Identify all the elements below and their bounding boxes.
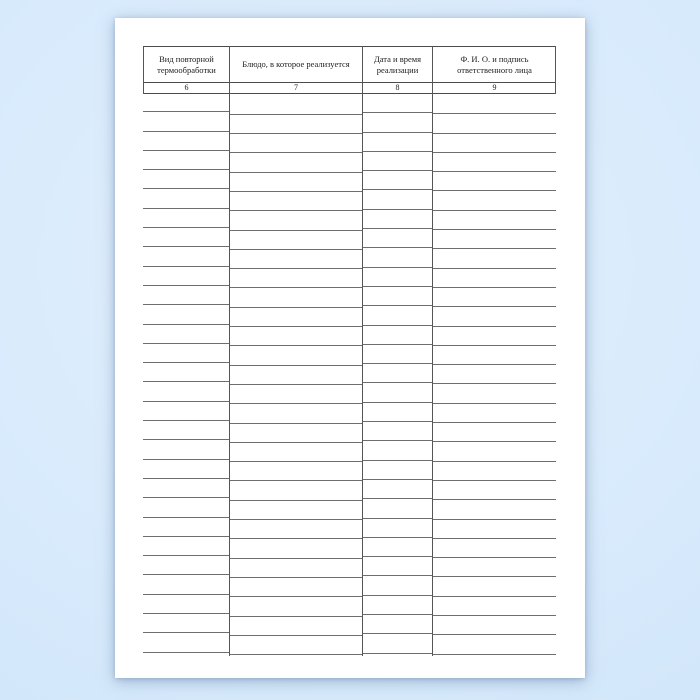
ruled-line: [143, 363, 229, 382]
ruled-line: [363, 519, 432, 538]
ruled-line: [143, 421, 229, 440]
ruled-line: [363, 403, 432, 422]
ruled-line: [363, 210, 432, 229]
ruled-line: [433, 346, 556, 365]
ruled-line: [143, 305, 229, 324]
ruled-line: [433, 462, 556, 481]
col-header-reheat-type: Вид повторной термообработки: [157, 54, 216, 75]
ruled-line: [433, 558, 556, 577]
ruled-line: [143, 479, 229, 498]
ruled-line: [143, 325, 229, 344]
ruled-line: [363, 364, 432, 383]
ruled-line: [143, 170, 229, 189]
ruled-line: [433, 577, 556, 596]
body-column-datetime: [363, 94, 432, 654]
col-header-responsible: Ф. И. О. и подпись ответственного лица: [457, 54, 532, 75]
col-number-8: 8: [395, 82, 400, 92]
ruled-line: [230, 578, 362, 597]
ruled-line: [363, 383, 432, 402]
ruled-line: [363, 557, 432, 576]
ruled-line: [433, 134, 556, 153]
ruled-line: [230, 192, 362, 211]
ruled-line: [143, 537, 229, 556]
ruled-line: [230, 404, 362, 423]
ruled-line: [143, 132, 229, 151]
ruled-line: [433, 327, 556, 346]
ruled-line: [363, 287, 432, 306]
ruled-line: [230, 115, 362, 134]
ruled-line: [230, 424, 362, 443]
ruled-line: [433, 153, 556, 172]
column-divider: [229, 46, 230, 656]
ruled-line: [363, 345, 432, 364]
ruled-line: [433, 384, 556, 403]
ruled-line: [230, 96, 362, 115]
ruled-line: [143, 286, 229, 305]
ruled-line: [230, 269, 362, 288]
ruled-line: [433, 95, 556, 114]
ruled-line: [433, 616, 556, 635]
ruled-line: [433, 230, 556, 249]
ruled-line: [433, 307, 556, 326]
ruled-line: [363, 441, 432, 460]
ruled-line: [363, 422, 432, 441]
ruled-line: [230, 501, 362, 520]
ruled-line: [143, 112, 229, 131]
ruled-line: [433, 191, 556, 210]
ruled-line: [363, 152, 432, 171]
ruled-line: [230, 211, 362, 230]
ruled-line: [143, 440, 229, 459]
ruled-line: [230, 288, 362, 307]
col-number-7: 7: [294, 82, 298, 92]
ruled-line: [230, 366, 362, 385]
ruled-line: [433, 481, 556, 500]
ruled-line: [230, 134, 362, 153]
ruled-line: [363, 248, 432, 267]
ruled-line: [433, 423, 556, 442]
col-number-6: 6: [184, 82, 189, 92]
ruled-line: [363, 634, 432, 653]
ruled-line: [143, 498, 229, 517]
ruled-line: [363, 171, 432, 190]
ruled-line: [433, 365, 556, 384]
ruled-line: [433, 288, 556, 307]
ruled-line: [230, 153, 362, 172]
ruled-line: [143, 267, 229, 286]
ruled-line: [433, 404, 556, 423]
ruled-line: [230, 520, 362, 539]
ruled-line: [363, 461, 432, 480]
ruled-line: [230, 481, 362, 500]
ruled-line: [433, 539, 556, 558]
ruled-line: [143, 382, 229, 401]
ruled-line: [433, 211, 556, 230]
ruled-line: [363, 133, 432, 152]
ruled-line: [363, 326, 432, 345]
ruled-line: [363, 499, 432, 518]
ruled-line: [230, 597, 362, 616]
ruled-line: [363, 306, 432, 325]
ruled-line: [230, 250, 362, 269]
ruled-line: [363, 615, 432, 634]
ruled-line: [363, 596, 432, 615]
ruled-line: [230, 462, 362, 481]
ruled-line: [433, 172, 556, 191]
ruled-line: [230, 308, 362, 327]
ruled-line: [433, 442, 556, 461]
ruled-line: [363, 229, 432, 248]
ruled-line: [143, 518, 229, 537]
ruled-line: [143, 460, 229, 479]
ruled-line: [143, 614, 229, 633]
column-divider: [432, 46, 433, 656]
column-divider: [362, 46, 363, 656]
ruled-line: [143, 344, 229, 363]
ruled-line: [143, 228, 229, 247]
col-header-dish: Блюдо, в которое реализуется: [242, 59, 350, 70]
ruled-line: [143, 209, 229, 228]
ruled-line: [363, 113, 432, 132]
ruled-line: [143, 556, 229, 575]
ruled-line: [143, 247, 229, 266]
ruled-line: [363, 538, 432, 557]
ruled-line: [363, 576, 432, 595]
ruled-line: [363, 94, 432, 113]
document-page: [115, 18, 585, 678]
ruled-line: [230, 539, 362, 558]
ruled-line: [143, 93, 229, 112]
log-table: [143, 46, 556, 661]
ruled-line: [230, 346, 362, 365]
ruled-line: [230, 617, 362, 636]
body-column-dish: [230, 96, 362, 656]
ruled-line: [433, 500, 556, 519]
ruled-line: [363, 480, 432, 499]
ruled-line: [143, 402, 229, 421]
ruled-line: [230, 636, 362, 655]
ruled-line: [230, 231, 362, 250]
ruled-line: [143, 189, 229, 208]
ruled-line: [230, 559, 362, 578]
ruled-line: [230, 385, 362, 404]
ruled-line: [363, 190, 432, 209]
body-column-reheat-type: [143, 93, 229, 653]
ruled-line: [363, 268, 432, 287]
col-header-datetime: Дата и время реализации: [373, 54, 422, 75]
ruled-line: [433, 597, 556, 616]
ruled-line: [143, 633, 229, 652]
ruled-line: [433, 249, 556, 268]
ruled-line: [143, 151, 229, 170]
ruled-line: [143, 595, 229, 614]
ruled-line: [433, 269, 556, 288]
ruled-line: [230, 173, 362, 192]
ruled-line: [433, 635, 556, 654]
body-column-responsible: [433, 95, 556, 655]
ruled-line: [230, 443, 362, 462]
ruled-line: [433, 114, 556, 133]
col-number-9: 9: [492, 82, 497, 92]
ruled-line: [433, 520, 556, 539]
ruled-line: [143, 575, 229, 594]
ruled-line: [230, 327, 362, 346]
